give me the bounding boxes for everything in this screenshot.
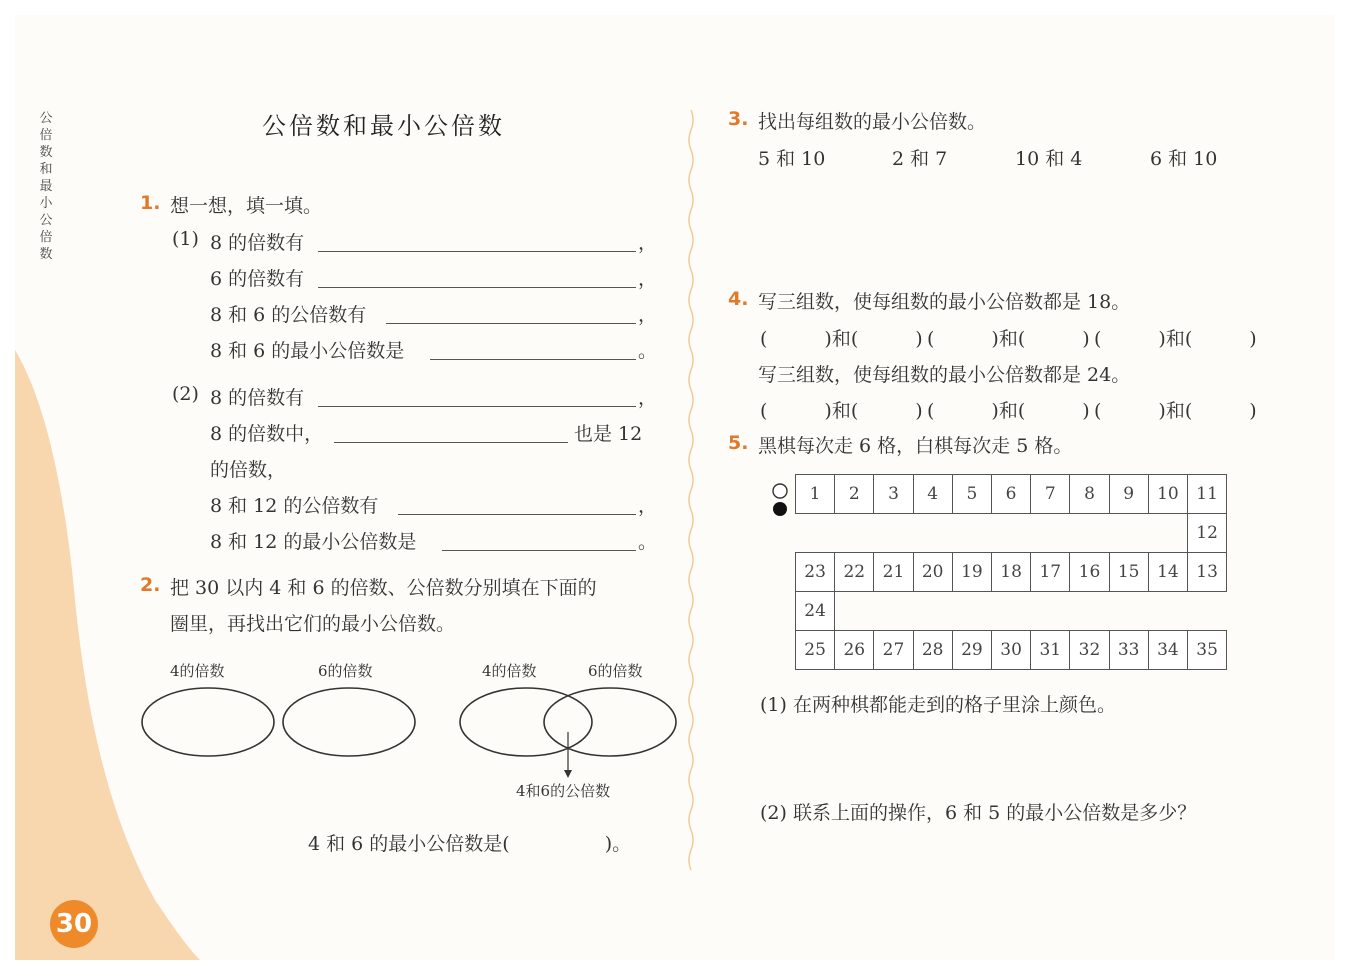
board-cell[interactable]: 20 bbox=[913, 552, 953, 592]
black-piece-icon bbox=[773, 502, 787, 516]
board-cell[interactable]: 1 bbox=[795, 474, 835, 514]
comma: ， bbox=[638, 495, 658, 517]
label-multiples-of-4: 4的倍数 bbox=[170, 662, 225, 680]
q1-p1-line1: 8 的倍数有 bbox=[210, 232, 305, 254]
q1-p1-line2: 6 的倍数有 bbox=[210, 268, 305, 290]
q1-number: 1. bbox=[140, 192, 161, 214]
board-cell[interactable]: 31 bbox=[1030, 630, 1070, 670]
q4-text-24: 写三组数，使每组数的最小公倍数都是 24。 bbox=[758, 364, 1131, 386]
q1-text: 想一想，填一填。 bbox=[170, 195, 323, 217]
circle-multiples-of-4[interactable] bbox=[142, 688, 274, 756]
q1-p1-blank2[interactable] bbox=[318, 286, 636, 288]
board-cell[interactable]: 21 bbox=[873, 552, 913, 592]
label-multiples-of-4-venn: 4的倍数 bbox=[482, 662, 537, 680]
period: 。 bbox=[638, 531, 658, 553]
venn-circle-6[interactable] bbox=[544, 688, 676, 756]
board-cell[interactable]: 16 bbox=[1069, 552, 1109, 592]
q1-p2-line2a: 8 的倍数中， bbox=[210, 423, 324, 445]
board-cell[interactable]: 22 bbox=[834, 552, 874, 592]
q1-part2-label: (2) bbox=[172, 383, 199, 405]
board-cell[interactable]: 12 bbox=[1187, 513, 1227, 553]
board-cell[interactable]: 11 bbox=[1187, 474, 1227, 514]
q2-number: 2. bbox=[140, 574, 161, 596]
white-piece-icon bbox=[773, 484, 787, 498]
board-cell[interactable]: 9 bbox=[1109, 474, 1149, 514]
q1-p2-blank3[interactable] bbox=[398, 513, 636, 515]
q4-text-18: 写三组数，使每组数的最小公倍数都是 18。 bbox=[758, 291, 1131, 313]
q4-pair-18-a[interactable]: ( )和( ) bbox=[760, 328, 923, 350]
q3-group-1: 5 和 10 bbox=[758, 148, 826, 170]
q4-pair-24-b[interactable]: ( )和( ) bbox=[927, 400, 1090, 422]
board-cell[interactable]: 13 bbox=[1187, 552, 1227, 592]
comma: ， bbox=[638, 304, 658, 326]
q5-sub2: (2) 联系上面的操作，6 和 5 的最小公倍数是多少？ bbox=[760, 802, 1197, 824]
board-cell[interactable]: 17 bbox=[1030, 552, 1070, 592]
q5-text: 黑棋每次走 6 格，白棋每次走 5 格。 bbox=[758, 435, 1073, 457]
q2-line1: 把 30 以内 4 和 6 的倍数、公倍数分别填在下面的 bbox=[170, 577, 597, 599]
q1-p1-blank3[interactable] bbox=[386, 322, 636, 324]
board-cell[interactable]: 24 bbox=[795, 591, 835, 631]
q1-p2-line2c: 的倍数， bbox=[210, 459, 287, 481]
q1-p2-line1: 8 的倍数有 bbox=[210, 387, 305, 409]
q5-sub1: (1) 在两种棋都能走到的格子里涂上颜色。 bbox=[760, 694, 1116, 716]
board-cell[interactable]: 23 bbox=[795, 552, 835, 592]
label-multiples-of-6: 6的倍数 bbox=[318, 662, 373, 680]
q3-group-4: 6 和 10 bbox=[1150, 148, 1218, 170]
q1-p1-line4: 8 和 6 的最小公倍数是 bbox=[210, 340, 405, 362]
q1-p1-line3: 8 和 6 的公倍数有 bbox=[210, 304, 367, 326]
q4-pair-24-a[interactable]: ( )和( ) bbox=[760, 400, 923, 422]
chess-pieces bbox=[770, 482, 792, 520]
board-cell[interactable]: 19 bbox=[952, 552, 992, 592]
board-cell[interactable]: 29 bbox=[952, 630, 992, 670]
board-cell[interactable]: 18 bbox=[991, 552, 1031, 592]
board-cell[interactable]: 33 bbox=[1109, 630, 1149, 670]
board-cell[interactable]: 26 bbox=[834, 630, 874, 670]
q1-p1-blank4[interactable] bbox=[430, 358, 636, 360]
arrow-head-icon bbox=[564, 770, 572, 778]
board-cell[interactable]: 28 bbox=[913, 630, 953, 670]
side-title: 公倍数和最小公倍数 bbox=[39, 111, 53, 262]
comma: ， bbox=[638, 232, 658, 254]
label-multiples-of-6-venn: 6的倍数 bbox=[588, 662, 643, 680]
board-cell[interactable]: 2 bbox=[834, 474, 874, 514]
board-cell[interactable]: 35 bbox=[1187, 630, 1227, 670]
board-cell[interactable]: 15 bbox=[1109, 552, 1149, 592]
q3-group-2: 2 和 7 bbox=[892, 148, 948, 170]
q3-group-3: 10 和 4 bbox=[1015, 148, 1083, 170]
board-cell[interactable]: 4 bbox=[913, 474, 953, 514]
board-cell[interactable]: 10 bbox=[1148, 474, 1188, 514]
q2-line2: 圈里，再找出它们的最小公倍数。 bbox=[170, 613, 456, 635]
decorative-wave bbox=[15, 340, 205, 962]
q1-part1-label: (1) bbox=[172, 228, 199, 250]
board-cell[interactable]: 27 bbox=[873, 630, 913, 670]
label-common-multiples: 4和6的公倍数 bbox=[516, 782, 611, 800]
board-cell[interactable]: 6 bbox=[991, 474, 1031, 514]
page-title: 公倍数和最小公倍数 bbox=[262, 112, 505, 140]
q3-number: 3. bbox=[728, 108, 749, 130]
board-cell[interactable]: 30 bbox=[991, 630, 1031, 670]
q4-pair-18-c[interactable]: ( )和( ) bbox=[1094, 328, 1257, 350]
venn-circle-4[interactable] bbox=[460, 688, 592, 756]
q2-answer: 4 和 6 的最小公倍数是( )。 bbox=[308, 833, 632, 855]
board-cell[interactable]: 34 bbox=[1148, 630, 1188, 670]
q1-p2-blank1[interactable] bbox=[318, 405, 636, 407]
board-cell[interactable]: 5 bbox=[952, 474, 992, 514]
q1-p2-blank2[interactable] bbox=[334, 441, 568, 443]
circle-multiples-of-6[interactable] bbox=[283, 688, 415, 756]
board-cell[interactable]: 8 bbox=[1069, 474, 1109, 514]
q3-text: 找出每组数的最小公倍数。 bbox=[758, 111, 987, 133]
q1-p1-blank1[interactable] bbox=[318, 250, 636, 252]
q1-p2-line2b: 也是 12 bbox=[574, 423, 643, 445]
period: 。 bbox=[638, 340, 658, 362]
q1-p2-blank4[interactable] bbox=[442, 549, 636, 551]
comma: ， bbox=[638, 387, 658, 409]
q1-p2-line4: 8 和 12 的最小公倍数是 bbox=[210, 531, 417, 553]
board-cell[interactable]: 14 bbox=[1148, 552, 1188, 592]
comma: ， bbox=[638, 268, 658, 290]
q1-p2-line3: 8 和 12 的公倍数有 bbox=[210, 495, 379, 517]
board-cell[interactable]: 3 bbox=[873, 474, 913, 514]
board-cell[interactable]: 32 bbox=[1069, 630, 1109, 670]
page-number-badge: 30 bbox=[50, 900, 98, 948]
q4-number: 4. bbox=[728, 288, 749, 310]
q5-number: 5. bbox=[728, 432, 749, 454]
q4-pair-24-c[interactable]: ( )和( ) bbox=[1094, 400, 1257, 422]
board-cell[interactable]: 7 bbox=[1030, 474, 1070, 514]
venn-diagrams bbox=[130, 680, 690, 790]
q4-pair-18-b[interactable]: ( )和( ) bbox=[927, 328, 1090, 350]
board-cell[interactable]: 25 bbox=[795, 630, 835, 670]
